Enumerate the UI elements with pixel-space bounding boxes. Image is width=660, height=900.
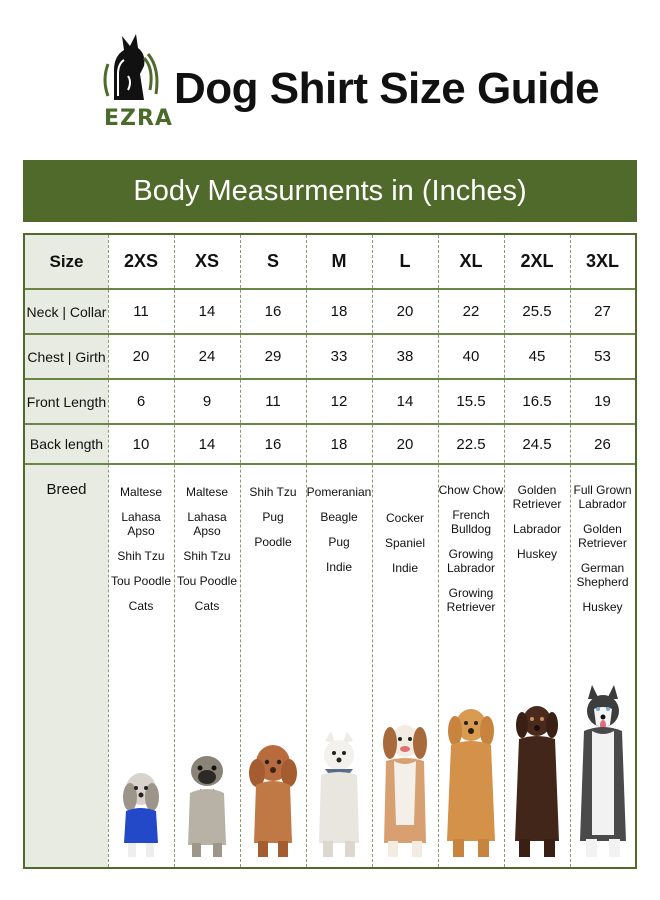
breed-name: Growing Labrador: [446, 547, 496, 575]
breed-label-cell: [25, 465, 108, 867]
table-cell: 19: [594, 393, 611, 410]
breed-name: Maltese: [185, 485, 229, 499]
breed-name: Pug: [328, 535, 350, 549]
breed-name: Huskey: [516, 547, 557, 561]
white-dog-bandana-icon: [309, 729, 369, 861]
size-header: 3XL: [585, 251, 619, 271]
table-cell: 16.5: [522, 393, 552, 410]
breed-name: Cocker: [385, 511, 424, 525]
breed-name: Indie: [391, 561, 419, 575]
table-cell: 38: [396, 348, 414, 365]
breed-column-xl: [438, 465, 504, 867]
breed-name: Maltese: [119, 485, 163, 499]
breed-name: Labrador: [512, 522, 562, 536]
table-cell: 22.5: [456, 435, 486, 453]
breed-column-s: [240, 465, 306, 867]
row-label: Neck | Collar: [25, 290, 108, 333]
table-cell: 25.5: [522, 303, 552, 320]
table-row: [25, 380, 635, 425]
table-cell: 20: [132, 348, 150, 365]
breed-name: Chow Chow: [438, 483, 504, 497]
header-label: Size: [25, 235, 108, 288]
poodle-dog-icon: [244, 737, 302, 861]
breed-name: French Bulldog: [450, 508, 492, 536]
table-cell: 53: [594, 348, 611, 365]
size-header: XS: [194, 251, 219, 271]
size-header: L: [399, 251, 411, 271]
table-header-row: [25, 235, 635, 290]
breed-name: Lahasa Apso: [121, 510, 161, 538]
logo-text: EZRA: [104, 106, 173, 131]
table-cell: 18: [330, 303, 348, 320]
size-header: 2XL: [520, 251, 554, 271]
table-cell: 26: [594, 435, 611, 453]
breed-label: Breed: [46, 481, 87, 498]
labrador-dog-icon: [505, 697, 569, 861]
table-cell: 40: [462, 348, 480, 365]
breed-name: Lahasa Apso: [187, 510, 227, 538]
table-cell: 20: [396, 435, 414, 453]
table-cell: 16: [264, 435, 282, 453]
page-title: Dog Shirt Size Guide: [174, 64, 600, 113]
table-cell: 22: [462, 303, 480, 320]
breed-name: Shih Tzu: [183, 549, 231, 563]
breed-name: Golden Retriever: [512, 483, 562, 511]
row-label: Front Length: [25, 380, 108, 423]
row-label: Chest | Girth: [25, 335, 108, 378]
breed-name: Cats: [128, 599, 154, 613]
header: [100, 30, 600, 131]
beagle-dog-icon: [374, 715, 436, 861]
breed-name: Pug: [262, 510, 284, 524]
table-cell: 14: [198, 303, 216, 320]
breed-name: Full Grown Labrador: [573, 483, 632, 511]
table-cell: 14: [198, 435, 216, 453]
table-cell: 14: [396, 393, 414, 410]
table-row: [25, 290, 635, 335]
table-cell: 24.5: [522, 435, 552, 453]
table-row: [25, 335, 635, 380]
breed-name: Golden Retriever: [578, 522, 627, 550]
pug-dog-icon: [180, 749, 234, 861]
breed-row: [25, 465, 635, 867]
table-cell: 10: [132, 435, 150, 453]
measurement-banner: Body Measurments in (Inches): [23, 160, 637, 222]
table-cell: 27: [594, 303, 611, 320]
golden-retriever-dog-icon: [439, 701, 503, 861]
breed-name: German Shepherd: [576, 561, 629, 589]
table-cell: 33: [330, 348, 348, 365]
breed-column-l: [372, 465, 438, 867]
breed-name: Tou Poodle: [176, 574, 238, 588]
table-cell: 12: [330, 393, 348, 410]
table-cell: 20: [396, 303, 414, 320]
table-cell: 45: [528, 348, 546, 365]
table-cell: 9: [202, 393, 212, 410]
table-cell: 29: [264, 348, 282, 365]
breed-name: Spaniel: [384, 536, 426, 550]
breed-name: Shih Tzu: [117, 549, 165, 563]
breed-name: Cats: [194, 599, 220, 613]
breed-name: Shih Tzu: [249, 485, 297, 499]
breed-name: Pomeranian: [306, 485, 372, 499]
husky-dog-icon: [572, 685, 634, 861]
size-header: 2XS: [123, 251, 159, 271]
breed-name: Beagle: [320, 510, 358, 524]
table-cell: 11: [265, 393, 281, 410]
breed-name: Indie: [325, 560, 353, 574]
breed-column-xs: [174, 465, 240, 867]
size-header: XL: [459, 251, 483, 271]
shih-tzu-dog-icon: [116, 761, 166, 861]
breed-column-m: [306, 465, 372, 867]
breed-name: Growing Retriever: [446, 586, 496, 614]
table-cell: 6: [136, 393, 146, 410]
breed-name: Tou Poodle: [110, 574, 172, 588]
size-header: S: [266, 251, 279, 271]
table-cell: 24: [198, 348, 216, 365]
size-header: M: [331, 251, 347, 271]
table-cell: 11: [133, 303, 149, 320]
table-cell: 15.5: [456, 393, 486, 410]
table-cell: 16: [264, 303, 282, 320]
size-table: [23, 233, 637, 869]
table-row: [25, 425, 635, 465]
table-cell: 18: [330, 435, 348, 453]
breed-name: Huskey: [582, 600, 623, 614]
breed-column-2xs: [108, 465, 174, 867]
breed-name: Poodle: [254, 535, 292, 549]
breed-column-3xl: [570, 465, 635, 867]
breed-column-2xl: [504, 465, 570, 867]
row-label: Back length: [25, 425, 108, 463]
